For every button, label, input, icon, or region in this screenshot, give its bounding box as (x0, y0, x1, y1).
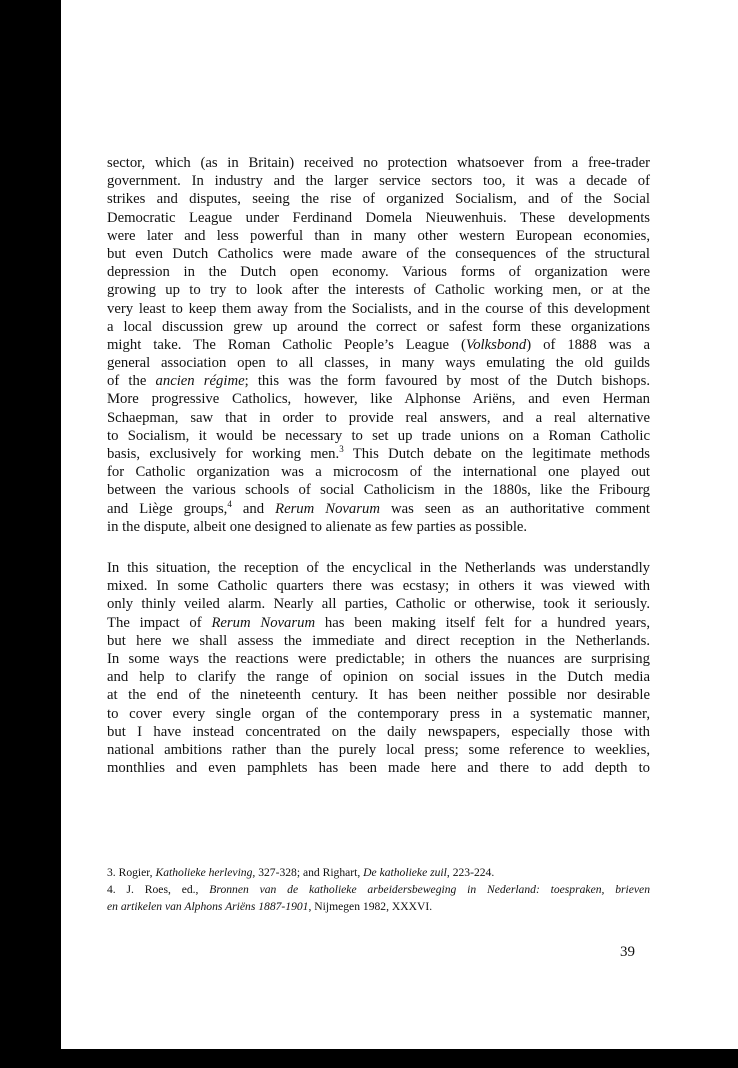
text-segment: 4. J. Roes, ed., (107, 883, 210, 896)
text-segment: national ambitions rather than the purely local press; some reference to weeklies, (107, 741, 650, 758)
text-line (107, 705, 650, 723)
text-segment: In this situation, the reception of the encyclical in the Netherlands was understandly (107, 560, 650, 576)
page-number: 39 (620, 944, 635, 960)
text-segment: government. In industry and the larger service sectors too, it was a decade of (107, 173, 650, 190)
text-segment: In some ways the reactions were predictable; in others the nuances are surprising (107, 650, 650, 667)
text-line (107, 518, 650, 536)
text-line (107, 172, 650, 190)
text-segment: but here we shall assess the immediate and direct reception in the Netherlands. (107, 632, 650, 649)
text-segment: but even Dutch Catholics were made aware of the consequences of the structural (107, 245, 650, 262)
text-segment: has been making itself felt for a hundred years, (315, 614, 651, 631)
text-segment: en artikelen van Alphons Ariëns 1887-1901 (107, 900, 309, 913)
text-segment: only thinly veiled alarm. Nearly all parties, Catholic or otherwise, took it seriously. (107, 596, 650, 613)
text-segment: basis, exclusively for working men. (107, 446, 340, 462)
text-line (107, 741, 650, 759)
text-line (107, 759, 650, 777)
footnotes (107, 864, 650, 915)
text-line (107, 318, 650, 336)
text-segment: between the various schools of social Catholicism in the 1880s, like the Fribourg (107, 482, 650, 499)
text-segment: 3. Rogier, (107, 866, 156, 879)
footnote-ref: 4 (227, 498, 232, 509)
text-segment: and Liège groups, (107, 500, 228, 517)
text-segment: , Nijmegen 1982, XXXVI. (308, 900, 433, 913)
text-line (107, 595, 650, 613)
text-segment: , 223-224. (446, 866, 495, 879)
text-line (107, 227, 650, 245)
text-line (107, 300, 650, 318)
text-line (107, 281, 650, 299)
text-line (107, 650, 650, 668)
text-segment: and (231, 500, 276, 517)
text-segment: ancien régime (155, 373, 245, 390)
text-segment: for Catholic organization was a microcosm of the international one played out (107, 464, 650, 481)
text-segment: 327-328; and Righart, (255, 866, 364, 879)
text-segment: Rerum Novarum (211, 614, 316, 631)
text-segment: Volksbond (465, 336, 527, 353)
text-line (107, 668, 650, 686)
text-line (107, 427, 650, 445)
text-segment: of the (107, 373, 156, 390)
text-line (107, 864, 650, 881)
text-segment: This Dutch debate on the legitimate methods (343, 446, 650, 462)
text-segment: ) of 1888 was a (526, 336, 650, 353)
text-line (107, 209, 650, 227)
text-segment: and help to clarify the range of opinion on social issues in the Dutch media (107, 669, 650, 686)
text-line (107, 409, 650, 427)
text-line (107, 463, 650, 481)
text-line (107, 559, 650, 577)
text-segment: general association open to all classes, in many ways emulating the old guilds (107, 355, 650, 372)
text-segment: but I have instead concentrated on the daily newspapers, especially those with (107, 723, 650, 740)
paragraph-1 (107, 154, 650, 536)
text-line (107, 372, 650, 390)
text-segment: growing up to try to look after the interests of Catholic working men, or at the (107, 282, 650, 299)
text-segment: to cover every single organ of the contemporary press in a systematic manner, (107, 705, 650, 722)
text-line (107, 898, 650, 915)
text-line (107, 445, 650, 463)
text-segment: Democratic League under Ferdinand Domela Nieuwenhuis. These developments (107, 209, 650, 226)
text-segment: De katholieke zuil (363, 866, 447, 879)
text-segment: ; this was the form favoured by most of the Dutch bishops. (244, 373, 651, 390)
text-line (107, 577, 650, 595)
paragraph-2 (107, 559, 650, 777)
text-line (107, 390, 650, 408)
text-line (107, 336, 650, 354)
text-segment: Katholieke herleving, (155, 866, 256, 879)
text-segment: Rerum Novarum (275, 500, 380, 517)
text-segment: sector, which (as in Britain) received no protection whatsoever from a free-trader (107, 155, 650, 171)
text-segment: were later and less powerful than in many other western European economies, (107, 227, 650, 244)
text-line (107, 354, 650, 372)
text-line (107, 723, 650, 741)
text-line (107, 263, 650, 281)
text-segment: to Socialism, it would be necessary to set up trade unions on a Roman Catholic (107, 427, 650, 444)
scan-bottom-border (0, 1049, 738, 1068)
text-line (107, 686, 650, 704)
text-segment: Bronnen van de katholieke arbeidersbeweging in Nederland: toespraken, brieven (209, 883, 651, 896)
text-line (107, 481, 650, 499)
text-segment: depression in the Dutch open economy. Various forms of organization were (107, 264, 650, 281)
text-segment: at the end of the nineteenth century. It has been neither possible nor desirable (107, 687, 650, 704)
footnote-ref: 3 (339, 444, 344, 455)
text-segment: The impact of (107, 614, 212, 631)
text-line (107, 190, 650, 208)
scan-left-border (0, 0, 61, 1068)
text-line (107, 245, 650, 263)
text-line (107, 881, 650, 898)
text-segment: a local discussion grew up around the correct or safest form these organizations (107, 318, 650, 335)
text-segment: More progressive Catholics, however, like Alphonse Ariëns, and even Herman (107, 391, 650, 408)
text-segment: mixed. In some Catholic quarters there was ecstasy; in others it was viewed with (107, 578, 650, 595)
text-segment: monthlies and even pamphlets has been made here and there to add depth to (107, 760, 650, 777)
text-segment: might take. The Roman Catholic People’s League ( (107, 336, 466, 353)
text-line (107, 154, 650, 172)
text-segment: in the dispute, albeit one designed to alienate as few parties as possible. (107, 518, 528, 535)
text-segment: very least to keep them away from the Socialists, and in the course of this development (107, 300, 650, 317)
text-segment: was seen as an authoritative comment (379, 500, 650, 517)
text-line (107, 632, 650, 650)
text-segment: Schaepman, saw that in order to provide real answers, and a real alternative (107, 409, 650, 426)
text-line (107, 614, 650, 632)
text-line (107, 500, 650, 518)
text-segment: strikes and disputes, seeing the rise of organized Socialism, and of the Social (107, 191, 650, 208)
